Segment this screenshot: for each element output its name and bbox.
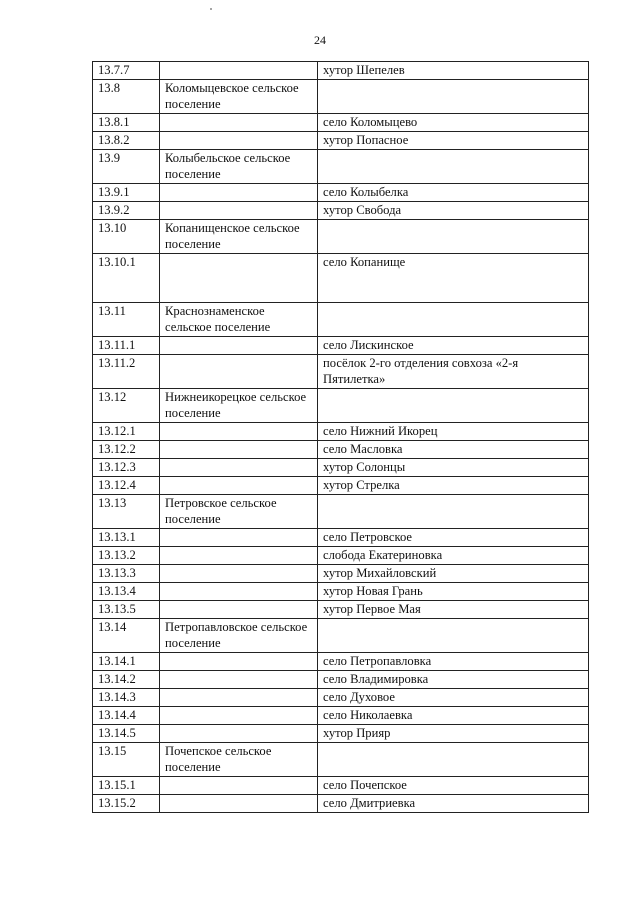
table-row: [93, 547, 589, 565]
row-code-cell: 13.12.1: [93, 423, 160, 441]
table-row: [93, 689, 589, 707]
table-row: [93, 389, 589, 423]
settlement-name-cell: [160, 423, 318, 441]
table-row: [93, 62, 589, 80]
row-code-cell: 13.11.2: [93, 355, 160, 389]
table-row: [93, 459, 589, 477]
locality-name-cell: село Дмитриевка: [318, 795, 589, 813]
row-code-cell: 13.8: [93, 80, 160, 114]
settlement-name-cell: [160, 114, 318, 132]
page-number: 24: [314, 33, 326, 47]
row-code-cell: 13.14.1: [93, 653, 160, 671]
settlement-name-cell: [160, 254, 318, 303]
locality-name-cell: село Петровское: [318, 529, 589, 547]
row-code-cell: 13.13.4: [93, 583, 160, 601]
row-code-cell: 13.15: [93, 743, 160, 777]
table-row: [93, 619, 589, 653]
settlement-name-cell: [160, 62, 318, 80]
row-code-cell: 13.8.1: [93, 114, 160, 132]
settlement-name-cell: [160, 441, 318, 459]
settlement-name-cell: Копанищенское сельское поселение: [160, 220, 318, 254]
settlement-name-cell: [160, 132, 318, 150]
table-row: [93, 583, 589, 601]
locality-name-cell: село Духовое: [318, 689, 589, 707]
row-code-cell: 13.10.1: [93, 254, 160, 303]
table-row: [93, 184, 589, 202]
row-code-cell: 13.7.7: [93, 62, 160, 80]
table-row: [93, 601, 589, 619]
locality-name-cell: хутор Первое Мая: [318, 601, 589, 619]
table-row: [93, 254, 589, 303]
locality-name-cell: [318, 220, 589, 254]
row-code-cell: 13.9.2: [93, 202, 160, 220]
row-code-cell: 13.15.1: [93, 777, 160, 795]
locality-name-cell: хутор Прияр: [318, 725, 589, 743]
table-row: [93, 337, 589, 355]
table-row: [93, 795, 589, 813]
row-code-cell: 13.12.3: [93, 459, 160, 477]
row-code-cell: 13.14.3: [93, 689, 160, 707]
table-row: [93, 777, 589, 795]
locality-name-cell: село Николаевка: [318, 707, 589, 725]
locality-name-cell: село Масловка: [318, 441, 589, 459]
locality-name-cell: хутор Новая Грань: [318, 583, 589, 601]
table-row: [93, 743, 589, 777]
settlement-name-cell: [160, 583, 318, 601]
locality-name-cell: село Колыбелка: [318, 184, 589, 202]
settlement-name-cell: [160, 355, 318, 389]
settlement-name-cell: [160, 547, 318, 565]
locality-name-cell: село Нижний Икорец: [318, 423, 589, 441]
locality-name-cell: [318, 150, 589, 184]
locality-name-cell: посёлок 2-го отделения совхоза «2-я Пятилетка»: [318, 355, 589, 389]
locality-name-cell: хутор Стрелка: [318, 477, 589, 495]
locality-name-cell: хутор Солонцы: [318, 459, 589, 477]
table-row: [93, 529, 589, 547]
locality-name-cell: село Владимировка: [318, 671, 589, 689]
table-row: [93, 707, 589, 725]
locality-name-cell: [318, 619, 589, 653]
settlement-name-cell: [160, 184, 318, 202]
table-row: [93, 303, 589, 337]
settlement-name-cell: [160, 202, 318, 220]
settlement-name-cell: Коломыцевское сельское поселение: [160, 80, 318, 114]
row-code-cell: 13.14.4: [93, 707, 160, 725]
row-code-cell: 13.9.1: [93, 184, 160, 202]
settlement-name-cell: [160, 707, 318, 725]
row-code-cell: 13.14.5: [93, 725, 160, 743]
locality-name-cell: [318, 303, 589, 337]
scan-speck: [210, 8, 212, 10]
settlement-name-cell: [160, 565, 318, 583]
row-code-cell: 13.13: [93, 495, 160, 529]
row-code-cell: 13.12.2: [93, 441, 160, 459]
row-code-cell: 13.13.3: [93, 565, 160, 583]
settlement-name-cell: [160, 777, 318, 795]
settlement-name-cell: Краснознаменское сельское поселение: [160, 303, 318, 337]
settlement-name-cell: [160, 459, 318, 477]
locality-name-cell: хутор Свобода: [318, 202, 589, 220]
locality-name-cell: село Петропавловка: [318, 653, 589, 671]
table-row: [93, 202, 589, 220]
row-code-cell: 13.14.2: [93, 671, 160, 689]
settlement-name-cell: [160, 689, 318, 707]
row-code-cell: 13.13.1: [93, 529, 160, 547]
locality-name-cell: [318, 743, 589, 777]
row-code-cell: 13.13.5: [93, 601, 160, 619]
locality-name-cell: [318, 80, 589, 114]
settlement-name-cell: Петровское сельское поселение: [160, 495, 318, 529]
settlement-name-cell: Петропавловское сельское поселение: [160, 619, 318, 653]
row-code-cell: 13.11.1: [93, 337, 160, 355]
locality-name-cell: [318, 389, 589, 423]
table-row: [93, 653, 589, 671]
settlement-name-cell: [160, 795, 318, 813]
settlement-name-cell: [160, 337, 318, 355]
table-row: [93, 423, 589, 441]
row-code-cell: 13.15.2: [93, 795, 160, 813]
table-row: [93, 477, 589, 495]
table-body: [93, 62, 589, 813]
row-code-cell: 13.13.2: [93, 547, 160, 565]
row-code-cell: 13.12: [93, 389, 160, 423]
table-row: [93, 355, 589, 389]
settlements-table: [92, 61, 589, 813]
row-code-cell: 13.10: [93, 220, 160, 254]
locality-name-cell: хутор Михайловский: [318, 565, 589, 583]
table-row: [93, 495, 589, 529]
settlement-name-cell: Нижнеикорецкое сельское поселение: [160, 389, 318, 423]
locality-name-cell: хутор Шепелев: [318, 62, 589, 80]
settlement-name-cell: [160, 725, 318, 743]
settlement-name-cell: [160, 529, 318, 547]
table-row: [93, 671, 589, 689]
row-code-cell: 13.12.4: [93, 477, 160, 495]
row-code-cell: 13.14: [93, 619, 160, 653]
locality-name-cell: [318, 495, 589, 529]
settlement-name-cell: Колыбельское сельское поселение: [160, 150, 318, 184]
locality-name-cell: хутор Попасное: [318, 132, 589, 150]
row-code-cell: 13.9: [93, 150, 160, 184]
table-row: [93, 565, 589, 583]
table-row: [93, 114, 589, 132]
table-row: [93, 441, 589, 459]
table-row: [93, 725, 589, 743]
row-code-cell: 13.8.2: [93, 132, 160, 150]
locality-name-cell: село Почепское: [318, 777, 589, 795]
settlement-name-cell: Почепское сельское поселение: [160, 743, 318, 777]
table-row: [93, 220, 589, 254]
table-row: [93, 150, 589, 184]
locality-name-cell: село Копанище: [318, 254, 589, 303]
settlement-name-cell: [160, 671, 318, 689]
table-row: [93, 132, 589, 150]
locality-name-cell: село Коломыцево: [318, 114, 589, 132]
settlement-name-cell: [160, 601, 318, 619]
settlement-name-cell: [160, 653, 318, 671]
table-row: [93, 80, 589, 114]
settlement-name-cell: [160, 477, 318, 495]
locality-name-cell: слобода Екатериновка: [318, 547, 589, 565]
row-code-cell: 13.11: [93, 303, 160, 337]
locality-name-cell: село Лискинское: [318, 337, 589, 355]
